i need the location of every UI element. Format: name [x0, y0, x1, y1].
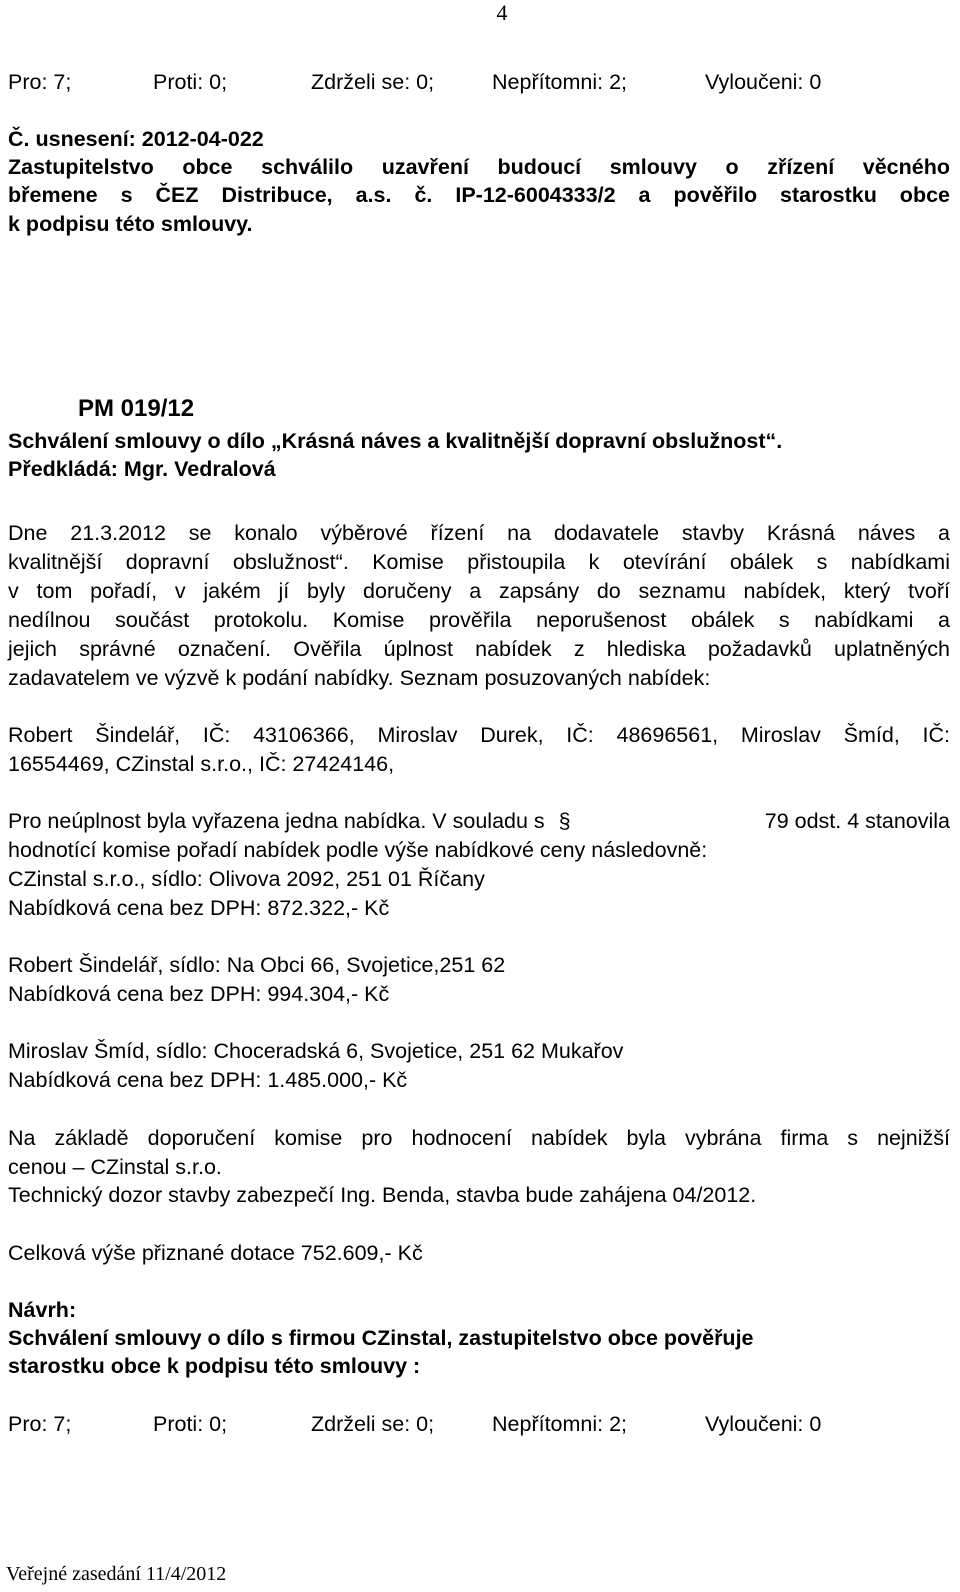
page-number: 4	[496, 0, 508, 25]
vote-vylouceni: Vyloučeni: 0	[705, 70, 822, 94]
item-presenter: Předkládá: Mgr. Vedralová	[8, 457, 276, 481]
bid-3-name: Miroslav Šmíd, sídlo: Choceradská 6, Svojetice, 251 62 Mukařov	[8, 1039, 624, 1063]
paragraph-line: zadavatelem ve výzvě k podání nabídky. Seznam posuzovaných nabídek:	[8, 666, 711, 690]
selection-line-2: cenou – CZinstal s.r.o.	[8, 1155, 222, 1179]
vote-pro: Pro: 7;	[8, 1412, 72, 1436]
evaluation-text-b: 79 odst. 4 stanovila	[764, 809, 950, 833]
bid-3-price: Nabídková cena bez DPH: 1.485.000,- Kč	[8, 1068, 408, 1092]
bid-2-price: Nabídková cena bez DPH: 994.304,- Kč	[8, 982, 390, 1006]
vote-zdrzeli: Zdrželi se: 0;	[311, 70, 435, 94]
resolution-text-line-2: břemene s ČEZ Distribuce, a.s. č. IP-12-6004333/2 a pověřilo starostku obce	[8, 183, 950, 207]
vote-nepritomni: Nepřítomni: 2;	[492, 70, 628, 94]
item-code: PM 019/12	[78, 395, 195, 422]
paragraph-line: kvalitnější dopravní obslužnost“. Komise přistoupila k otevírání obálek s nabídkami	[8, 550, 950, 574]
item-title: Schválení smlouvy o dílo „Krásná náves a kvalitnější dopravní obslužnost“.	[8, 429, 783, 453]
supervision-line: Technický dozor stavby zabezpečí Ing. Benda, stavba bude zahájena 04/2012.	[8, 1183, 757, 1207]
vote-proti: Proti: 0;	[153, 1412, 228, 1436]
proposal-line-1: Schválení smlouvy o dílo s firmou CZinstal, zastupitelstvo obce pověřuje	[8, 1326, 754, 1350]
vote-result-bottom	[8, 1410, 950, 1439]
vote-pro: Pro: 7;	[8, 70, 72, 94]
paragraph-line: v tom pořadí, v jakém jí byly doručeny a zapsány do seznamu nabídek, který tvoří	[8, 579, 950, 603]
paragraph-line: nedílnou součást protokolu. Komise prověřila neporušenost obálek s nabídkami a	[8, 608, 950, 632]
bid-1-name: CZinstal s.r.o., sídlo: Olivova 2092, 251 01 Říčany	[8, 867, 485, 891]
evaluation-line-1	[8, 807, 950, 836]
resolution-number: Č. usnesení: 2012-04-022	[8, 127, 264, 151]
page-footer: Veřejné zasedání 11/4/2012	[6, 1563, 227, 1585]
vote-vylouceni: Vyloučeni: 0	[705, 1412, 822, 1436]
bidders-line-1: Robert Šindelář, IČ: 43106366, Miroslav Durek, IČ: 48696561, Miroslav Šmíd, IČ:	[8, 723, 950, 747]
vote-nepritomni: Nepřítomni: 2;	[492, 1412, 628, 1436]
evaluation-text-a: Pro neúplnost byla vyřazena jedna nabídka. V souladu s	[8, 809, 545, 833]
vote-proti: Proti: 0;	[153, 70, 228, 94]
paragraph-line: jejich správné označení. Ověřila úplnost nabídek z hlediska požadavků uplatněných	[8, 637, 950, 661]
vote-result-top	[8, 68, 950, 97]
proposal-line-2: starostku obce k podpisu této smlouvy :	[8, 1354, 421, 1378]
proposal-label: Návrh:	[8, 1298, 77, 1322]
paragraph-line: Dne 21.3.2012 se konalo výběrové řízení na dodavatele stavby Krásná náves a	[8, 521, 950, 545]
selection-line-1: Na základě doporučení komise pro hodnocení nabídek byla vybrána firma s nejnižší	[8, 1126, 950, 1150]
section-sign: §	[558, 809, 571, 833]
bid-2-name: Robert Šindelář, sídlo: Na Obci 66, Svojetice,251 62	[8, 953, 506, 977]
bidders-line-2: 16554469, CZinstal s.r.o., IČ: 27424146,	[8, 752, 395, 776]
resolution-text-line-3: k podpisu této smlouvy.	[8, 212, 253, 236]
resolution-text-line-1: Zastupitelstvo obce schválilo uzavření budoucí smlouvy o zřízení věcného	[8, 155, 950, 179]
subsidy-line: Celková výše přiznané dotace 752.609,- Kč	[8, 1241, 423, 1265]
vote-zdrzeli: Zdrželi se: 0;	[311, 1412, 435, 1436]
evaluation-line-2: hodnotící komise pořadí nabídek podle výše nabídkové ceny následovně:	[8, 838, 708, 862]
bid-1-price: Nabídková cena bez DPH: 872.322,- Kč	[8, 896, 390, 920]
